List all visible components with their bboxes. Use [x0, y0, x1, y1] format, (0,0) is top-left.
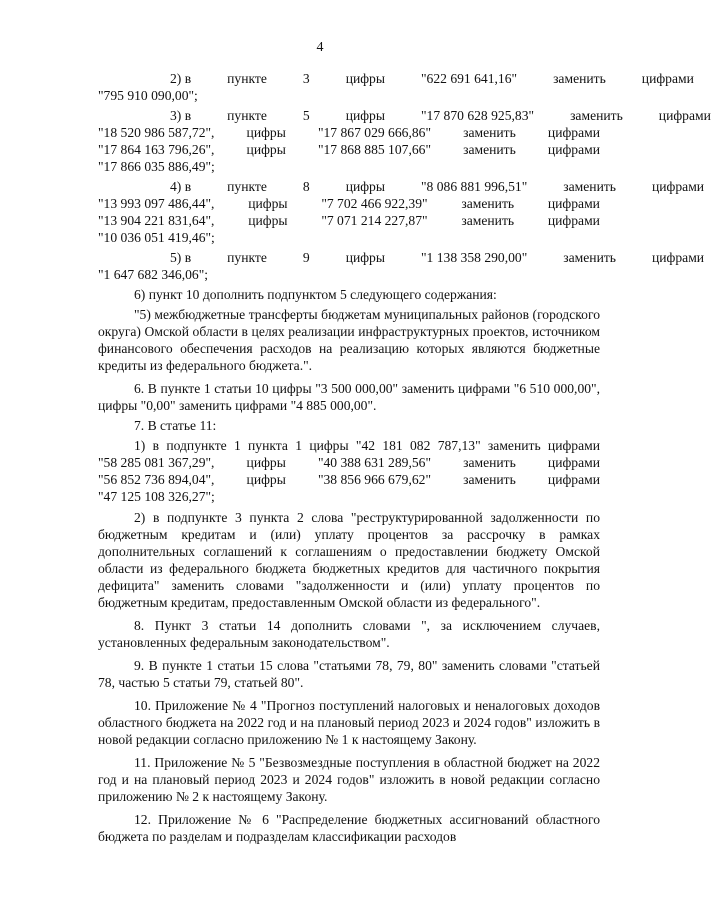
item-4-line-2: "13 993 097 486,44", цифры "7 702 466 922,39" заменить цифрами: [98, 196, 600, 211]
item-3-line-3: "17 864 163 796,26", цифры "17 868 885 107,66" заменить цифрами: [98, 142, 600, 157]
item-4-line-3: "13 904 221 831,64", цифры "7 071 214 227,87" заменить цифрами: [98, 213, 600, 228]
document-body: [98, 70, 711, 845]
item-2-line-1: 2) в пункте 3 цифры "622 691 641,16" заменить цифрами: [170, 71, 694, 86]
section-11: 11. Приложение № 5 "Безвозмездные поступления в областной бюджет на 2022 год и на плановый период 2023 и 2024 годов" изложить в новой редакции согласно приложению № 2 к настоящему Закону.: [98, 755, 600, 804]
section-7-item-1-line-3: "56 852 736 894,04", цифры "38 856 966 679,62" заменить цифрами: [98, 472, 600, 487]
section-7-title: 7. В статье 11:: [134, 418, 217, 433]
section-6: 6. В пункте 1 статьи 10 цифры "3 500 000,00" заменить цифрами "6 510 000,00", цифры "0,00" заменить цифрами "4 885 000,00".: [98, 381, 600, 413]
section-7-item-1-line-4: "47 125 108 326,27";: [98, 489, 215, 504]
item-3-line-1: 3) в пункте 5 цифры "17 870 628 925,83" заменить цифрами: [170, 108, 711, 123]
section-10: 10. Приложение № 4 "Прогноз поступлений налоговых и неналоговых доходов областного бюджета на 2022 год и на плановый период 2023 и 2024 годов" изложить в новой редакции согласно приложению № 1 к настоящему Закону.: [98, 698, 600, 747]
item-4-line-1: 4) в пункте 8 цифры "8 086 881 996,51" заменить цифрами: [170, 179, 705, 194]
section-7-item-2: 2) в подпункте 3 пункта 2 слова "реструктурированной задолженности по бюджетным кредитам и (или) уплату процентов за рассрочку в рамках дополнительных соглашений к соглашениям о предоставлении бюджету Омской области из федерального бюджета бюджетных кредитов для частичного покрытия дефицита" заменить словами "задолженности и (или) уплату процентов по бюджетным кредитам, предоставленным Омской области из федерального".: [98, 510, 600, 610]
item-5-line-1: 5) в пункте 9 цифры "1 138 358 290,00" заменить цифрами: [170, 250, 705, 265]
section-7-item-1-line-2: "58 285 081 367,29", цифры "40 388 631 289,56" заменить цифрами: [98, 455, 600, 470]
section-12: 12. Приложение № 6 "Распределение бюджетных ассигнований областного бюджета по разделам и подразделам классификации расходов: [98, 812, 600, 844]
page-number: 4: [316, 40, 324, 55]
item-3-line-4: "17 866 035 886,49";: [98, 159, 215, 174]
item-3-line-2: "18 520 986 587,72", цифры "17 867 029 666,86" заменить цифрами: [98, 125, 600, 140]
item-2-line-2: "795 910 090,00";: [98, 88, 198, 103]
section-9: 9. В пункте 1 статьи 15 слова "статьями 78, 79, 80" заменить словами "статьей 78, частью 5 статьи 79, статьей 80".: [98, 658, 600, 690]
section-7-item-1-line-1: 1) в подпункте 1 пункта 1 цифры "42 181 082 787,13" заменить цифрами: [134, 438, 600, 453]
section-8: 8. Пункт 3 статьи 14 дополнить словами ", за исключением случаев, установленных федеральным законодательством".: [98, 618, 600, 650]
item-6: 6) пункт 10 дополнить подпунктом 5 следующего содержания:: [134, 287, 497, 302]
item-4-line-4: "10 036 051 419,46";: [98, 230, 215, 245]
item-5-line-2: "1 647 682 346,06";: [98, 267, 209, 282]
item-6-quote: "5) межбюджетные трансферты бюджетам муниципальных районов (городского округа) Омской области в целях реализации инфраструктурных проектов, источником финансового обеспечения расходов на реализацию которых являются бюджетные кредиты из федерального бюджета.".: [98, 307, 600, 373]
